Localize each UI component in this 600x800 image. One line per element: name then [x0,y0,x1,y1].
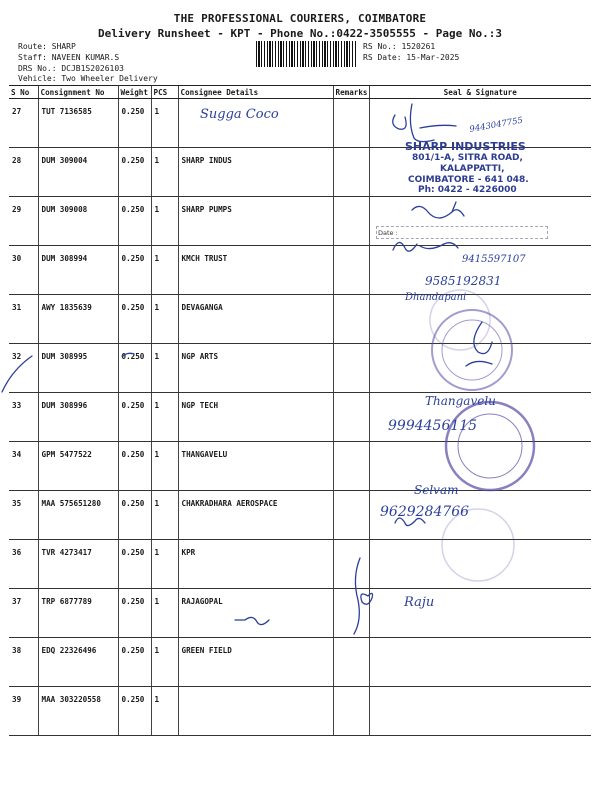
cell-remarks [333,197,369,246]
col-header-consignee: Consignee Details [178,86,333,99]
stamp-line-address: 801/1-A, SITRA ROAD, [412,153,523,163]
rs-number: RS No.: 1520261 [363,42,436,51]
cell-pcs: 1 [151,589,178,638]
cell-remarks [333,442,369,491]
cell-consignment-no: GPM 5477522 [38,442,118,491]
table-row [9,687,591,736]
cell-consignment-no: TUT 7136585 [38,99,118,148]
cell-seal-signature [369,589,591,638]
cell-weight: 0.250 [118,246,151,295]
row30-handwritten-phone: 9415597107 [462,254,526,265]
table-row [9,344,591,393]
table-row [9,589,591,638]
cell-consignee: GREEN FIELD [178,638,333,687]
cell-consignee: NGP ARTS [178,344,333,393]
cell-sno: 28 [9,148,38,197]
cell-sno: 30 [9,246,38,295]
cell-weight: 0.250 [118,148,151,197]
cell-consignment-no: MAA 303220558 [38,687,118,736]
col-header-weight: Weight [118,86,151,99]
cell-seal-signature [369,442,591,491]
cell-consignment-no: DUM 309004 [38,148,118,197]
table-row [9,246,591,295]
cell-consignment-no: DUM 308996 [38,393,118,442]
cell-seal-signature [369,295,591,344]
row35-handwritten-phone: 9994456115 [388,418,478,434]
table-row [9,442,591,491]
row31-handwritten-phone: 9585192831 [425,274,502,288]
cell-seal-signature [369,540,591,589]
cell-consignment-no: TVR 4273417 [38,540,118,589]
stamp-line-city: COIMBATORE - 641 048. [408,175,529,185]
row39-handwritten-name: Raju [404,595,435,610]
cell-sno: 35 [9,491,38,540]
table-row [9,393,591,442]
cell-sno: 34 [9,442,38,491]
cell-seal-signature [369,344,591,393]
cell-weight: 0.250 [118,99,151,148]
cell-consignee: DEVAGANGA [178,295,333,344]
cell-pcs: 1 [151,99,178,148]
staff-label: Staff: NAVEEN KUMAR.S [18,53,120,62]
cell-sno: 36 [9,540,38,589]
cell-consignment-no: MAA 575651280 [38,491,118,540]
col-header-remarks: Remarks [333,86,369,99]
cell-consignment-no: DUM 308995 [38,344,118,393]
cell-consignee: KMCH TRUST [178,246,333,295]
cell-remarks [333,246,369,295]
rs-date: RS Date: 15-Mar-2025 [363,53,460,62]
row27-handwritten-phone: 9443047755 [468,115,524,135]
table-row [9,638,591,687]
cell-pcs: 1 [151,344,178,393]
cell-pcs: 1 [151,638,178,687]
vehicle-label: Vehicle: Two Wheeler Delivery [18,74,158,83]
cell-consignee: KPR [178,540,333,589]
stamp-line-area: KALAPPATTI, [440,164,505,174]
cell-pcs: 1 [151,442,178,491]
cell-pcs: 1 [151,540,178,589]
col-header-pcs: PCS [151,86,178,99]
row36-handwritten-phone: 9629284766 [380,504,470,520]
col-header-sno: S No [9,86,38,99]
stamp-line-company: SHARP INDUSTRIES [405,140,526,153]
cell-consignment-no: EDQ 22326496 [38,638,118,687]
stamp-date-label: Date : [378,229,398,237]
row27-handwritten-consignee: Sugga Coco [200,107,279,122]
cell-consignment-no: TRP 6877789 [38,589,118,638]
cell-weight: 0.250 [118,295,151,344]
cell-sno: 31 [9,295,38,344]
cell-sno: 37 [9,589,38,638]
table-row [9,540,591,589]
cell-sno: 39 [9,687,38,736]
cell-seal-signature [369,491,591,540]
cell-consignee: SHARP PUMPS [178,197,333,246]
cell-pcs: 1 [151,197,178,246]
cell-consignment-no: AWY 1835639 [38,295,118,344]
cell-weight: 0.250 [118,589,151,638]
cell-sno: 38 [9,638,38,687]
runsheet-title: THE PROFESSIONAL COURIERS, COIMBATORE [173,12,427,25]
table-row [9,295,591,344]
runsheet-subtitle: Delivery Runsheet - KPT - Phone No.:0422-3505555 - Page No.:3 [98,27,502,40]
col-header-consignment: Consignment No [38,86,118,99]
stamp-date-box [376,226,548,239]
cell-seal-signature [369,638,591,687]
cell-consignee [178,99,333,148]
cell-consignee: THANGAVELU [178,442,333,491]
col-header-seal: Seal & Signature [369,86,591,99]
row36-handwritten-name: Selvam [414,483,459,497]
cell-pcs: 1 [151,393,178,442]
stamp-line-phone: Ph: 0422 - 4226000 [418,185,517,195]
cell-remarks [333,344,369,393]
cell-remarks [333,148,369,197]
cell-weight: 0.250 [118,393,151,442]
cell-weight: 0.250 [118,687,151,736]
cell-remarks [333,638,369,687]
row34-handwritten-name: Thangavelu [425,394,496,408]
cell-remarks [333,99,369,148]
cell-consignment-no: DUM 309008 [38,197,118,246]
cell-consignee: RAJAGOPAL [178,589,333,638]
cell-remarks [333,540,369,589]
table-header-row [9,86,591,99]
cell-pcs: 1 [151,246,178,295]
cell-consignee: CHAKRADHARA AEROSPACE [178,491,333,540]
cell-sno: 29 [9,197,38,246]
cell-pcs: 1 [151,687,178,736]
cell-remarks [333,393,369,442]
drs-label: DRS No.: DCJB1S2026103 [18,64,124,73]
cell-weight: 0.250 [118,344,151,393]
cell-pcs: 1 [151,295,178,344]
cell-seal-signature [369,246,591,295]
cell-pcs: 1 [151,148,178,197]
cell-weight: 0.250 [118,638,151,687]
cell-consignee: NGP TECH [178,393,333,442]
cell-weight: 0.250 [118,197,151,246]
cell-remarks [333,295,369,344]
cell-pcs: 1 [151,491,178,540]
cell-remarks [333,491,369,540]
barcode [256,41,356,67]
row31-handwritten-name: Dhandapani [405,292,467,303]
cell-weight: 0.250 [118,540,151,589]
cell-remarks [333,589,369,638]
table-row [9,491,591,540]
cell-sno: 27 [9,99,38,148]
cell-sno: 33 [9,393,38,442]
cell-consignee: SHARP INDUS [178,148,333,197]
cell-remarks [333,687,369,736]
cell-weight: 0.250 [118,442,151,491]
cell-consignee [178,687,333,736]
cell-sno: 32 [9,344,38,393]
route-label: Route: SHARP [18,42,76,51]
cell-seal-signature [369,393,591,442]
cell-weight: 0.250 [118,491,151,540]
cell-seal-signature [369,687,591,736]
cell-consignment-no: DUM 308994 [38,246,118,295]
